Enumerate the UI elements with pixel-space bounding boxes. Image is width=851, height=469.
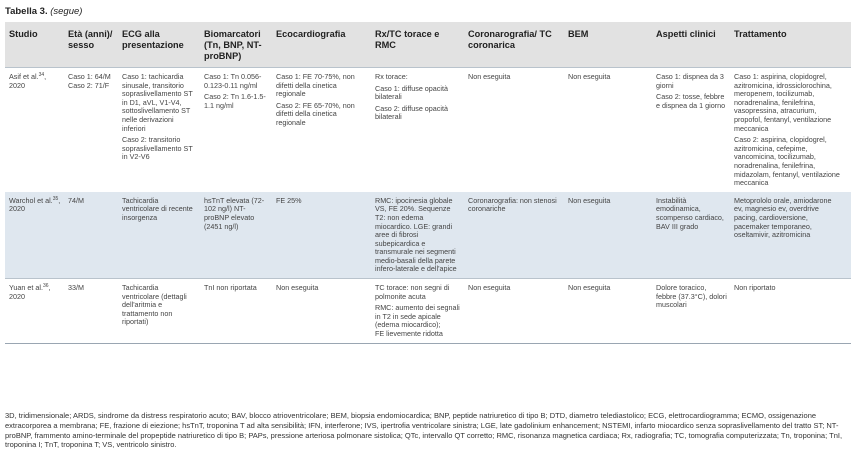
study-name: Warchol et al. (9, 195, 53, 205)
imaging-text: FE lievemente ridotta (375, 329, 443, 339)
study-year: , 2020 (9, 283, 51, 301)
clinical-cell: Dolore toracico, febbre (37.3°C), dolori muscolari (652, 279, 730, 344)
header-cell: Trattamento (730, 22, 851, 68)
clinical-text: Caso 1: dispnea da 3 giorni (656, 72, 724, 90)
bem-cell: Non eseguita (564, 68, 652, 192)
biomarker-cell (200, 68, 272, 192)
bem-cell: Non eseguita (564, 192, 652, 279)
echo-cell (272, 68, 371, 192)
ecg-cell (118, 68, 200, 192)
imaging-text: Caso 1: diffuse opacità bilaterali (375, 83, 448, 102)
header-cell: Coronarografia/ TC coronarica (464, 22, 564, 68)
reference-number: 36 (42, 283, 49, 290)
study-year: , 2020 (9, 72, 47, 90)
imaging-text: Caso 2: diffuse opacità bilaterali (375, 103, 448, 122)
treatment-text: Metoprololo orale, amiodarone ev, magnesio ev, overdrive pacing, cardioversione, pacemaker temporaneo, oseltamivir, azitromicina (734, 195, 832, 240)
header-row (5, 22, 851, 68)
echo-text: Caso 1: FE 70-75%, non difetti della cinetica regionale (276, 72, 355, 99)
study-cell (5, 279, 64, 344)
age-cell: 74/M (64, 192, 118, 279)
clinical-cell: Instabilità emodinamica, scompenso cardiaco, BAV III grado (652, 192, 730, 279)
treatment-cell (730, 68, 851, 192)
header-cell: Biomarcatori (Tn, BNP, NT-proBNP) (200, 22, 272, 68)
age-cell (64, 68, 118, 192)
treatment-cell: Non riportato (730, 279, 851, 344)
table-row (5, 68, 851, 192)
biomarker-text: Caso 1: Tn 0.056-0.123-0.11 ng/ml (204, 72, 262, 90)
table-subtitle: (segue) (50, 6, 83, 17)
coronary-cell: Coronarografia: non stenosi coronariche (464, 192, 564, 279)
ecg-cell: Tachicardia ventricolare di recente insorgenza (118, 192, 200, 279)
header-cell: Età (anni)/ sesso (64, 22, 118, 68)
imaging-cell: RMC: ipocinesia globale VS, FE 20%. Sequenze T2: non edema miocardico. LGE: grandi aree di fibrosi subepicardica e transmurale nei segmenti medio-basali della parete infero-laterale e dell'apice (371, 192, 464, 279)
treatment-text: Caso 2: aspirina, clopidogrel, azitromicina, cefepime, vancomicina, tocilizumab, noradrenalina, fenilefrina, midazolam, fentanyl, ventilazione meccanica (734, 135, 840, 188)
header-cell: Ecocardiografia (272, 22, 371, 68)
imaging-text: Rx torace: (375, 72, 408, 81)
ecg-text: Caso 2: transitorio sopraslivellamento ST in V2-V6 (122, 135, 193, 162)
clinical-text: Caso 2: tosse, febbre e dispnea da 1 giorno (656, 92, 726, 110)
bem-cell: Non eseguita (564, 279, 652, 344)
study-name: Yuan et al. (9, 283, 43, 293)
reference-number: 35 (52, 195, 59, 202)
echo-text: Caso 2: FE 65-70%, non difetti della cinetica regionale (276, 100, 355, 127)
echo-cell: FE 25% (272, 192, 371, 279)
header-cell: BEM (564, 22, 652, 68)
table-title-label: Tabella 3. (5, 6, 48, 17)
imaging-cell (371, 68, 464, 192)
coronary-cell: Non eseguita (464, 68, 564, 192)
echo-cell: Non eseguita (272, 279, 371, 344)
biomarker-text: Caso 2: Tn 1.6-1.5-1.1 ng/ml (204, 92, 266, 110)
treatment-text: Caso 1: aspirina, clopidogrel, azitromicina, idrossiclorochina, meropenem, tocilizumab, noradrenalina, fenilefrina, vasopressina, atracurium, propofol, fentanyl, ventilazione meccanica (734, 72, 832, 133)
clinical-cell (652, 68, 730, 192)
header-cell: Aspetti clinici (652, 22, 730, 68)
reference-number: 34 (38, 72, 45, 78)
study-cell (5, 192, 64, 279)
table-footnote: 3D, tridimensionale; ARDS, sindrome da distress respiratorio acuto; BAV, blocco atrioventricolare; BEM, biopsia endomiocardica; BNP, peptide natriuretico di tipo B; DTD, diametro telediastolico; ECG, elettrocardiogramma; ECMO, ossigenazione extracorporea a membrana; FE, frazione di eiezione; hsTnT, troponina T ad alta sensibilità; IFN, interferone; IVS, ipertrofia ventricolare sinistra; LGE, late gadolinium enhancement; NSTEMI, infarto miocardico senza sopraslivellamento del tratto ST; NT-proBNP, frammento amino-terminale del propeptide natriuretico di tipo B; PAPs, pressione arteriosa polmonare sistolica; QTc, intervallo QT corretto; RMC, risonanza magnetica cardiaca; Rx, radiografia; TC, tomografia computerizzata; Tn, troponina; TnI, troponina I; TnT, troponina T; VS, ventricolo sinistro. (5, 411, 843, 450)
table-row (5, 192, 851, 279)
study-name: Asif et al. (9, 72, 39, 81)
imaging-cell (371, 279, 464, 344)
imaging-text: RMC: aumento dei segnali in T2 in sede apicale (edema miocardico); (375, 303, 460, 330)
age-text: Caso 2: 71/F (68, 80, 110, 90)
ecg-cell: Tachicardia ventricolare (dettagli dell'aritmia e trattamento non riportati) (118, 279, 200, 344)
table-row (5, 279, 851, 344)
age-cell: 33/M (64, 279, 118, 344)
treatment-cell (730, 192, 851, 279)
age-text: Caso 1: 64/M (68, 72, 111, 81)
header-cell: Rx/TC torace e RMC (371, 22, 464, 68)
data-table (5, 22, 851, 344)
study-year: , 2020 (9, 195, 61, 214)
table-title (5, 6, 82, 17)
study-cell (5, 68, 64, 192)
header-cell: Studio (5, 22, 64, 68)
imaging-text: TC torace: non segni di polmonite acuta (375, 283, 450, 301)
header-cell: ECG alla presentazione (118, 22, 200, 68)
biomarker-cell: hsTnT elevata (72-102 ng/l) NT-proBNP elevato (2451 ng/l) (200, 192, 272, 279)
biomarker-cell: TnI non riportata (200, 279, 272, 344)
coronary-cell: Non eseguita (464, 279, 564, 344)
ecg-text: Caso 1: tachicardia sinusale, transitorio sopraslivellamento ST in D1, aVL, V1-V4, sottoslivellamento ST nelle derivazioni inferiori (122, 72, 193, 133)
